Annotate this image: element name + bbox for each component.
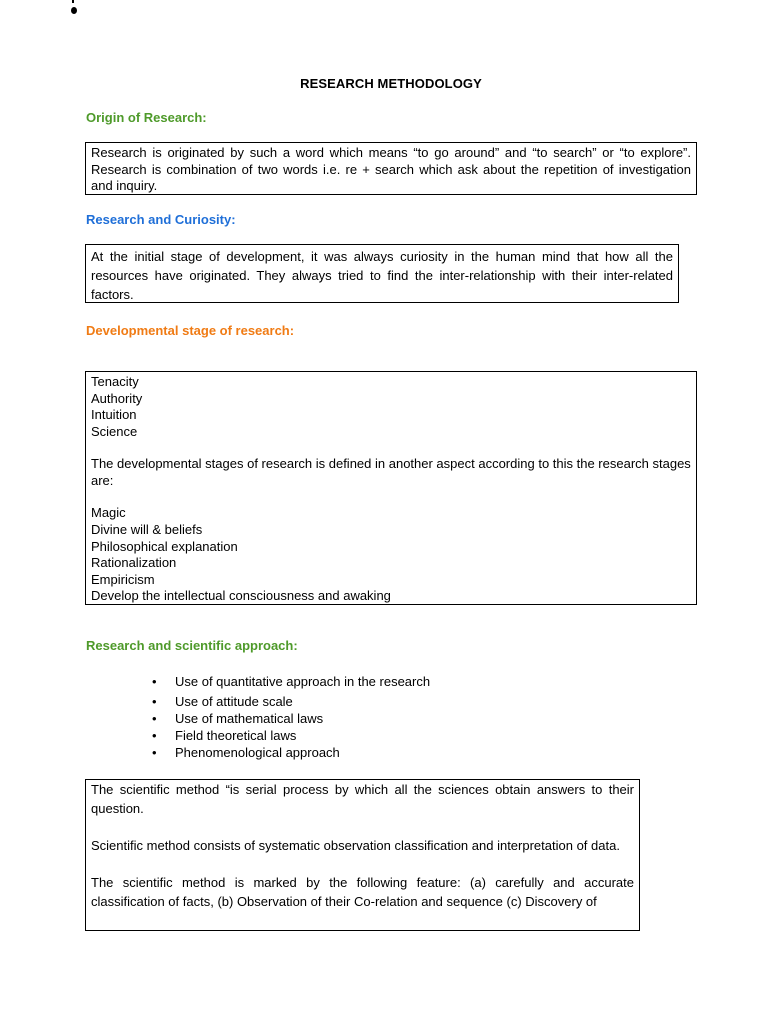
- list-item-text: Use of attitude scale: [175, 694, 293, 709]
- developmental-paragraph: The developmental stages of research is defined in another aspect according to this the research stages are:: [91, 456, 691, 489]
- stage-item: Science: [91, 423, 138, 439]
- scientific-method-paragraph: Scientific method consists of systematic observation classification and interpretation of data.: [91, 838, 620, 853]
- spacer: [91, 489, 691, 505]
- curiosity-text-box: [85, 244, 679, 303]
- stage-alt-item: Divine will & beliefs: [91, 521, 203, 537]
- stage-alt-item: Philosophical explanation: [91, 538, 238, 554]
- bullet-icon: •: [152, 728, 157, 743]
- stage-alt-item: Magic: [91, 505, 126, 521]
- stage-item: Intuition: [91, 407, 137, 423]
- scientific-approach-list: [150, 673, 430, 761]
- stage-item: Tenacity: [91, 374, 139, 389]
- stage-item: Authority: [91, 390, 143, 406]
- developmental-text-box: [85, 371, 697, 605]
- bullet-icon: •: [152, 694, 157, 709]
- stage-alt-item: Develop the intellectual consciousness and awaking: [91, 588, 391, 604]
- list-item: [150, 744, 430, 761]
- list-item-text: Use of mathematical laws: [175, 711, 324, 726]
- list-item-text: Field theoretical laws: [175, 728, 297, 743]
- bullet-icon: •: [152, 711, 157, 726]
- corner-dot-large: [71, 7, 77, 14]
- origin-paragraph: Research is originated by such a word which means “to go around” and “to search” or “to explore”. Research is combination of two words i.e. re + search which ask about the repetition of investigation and inquiry.: [91, 145, 691, 194]
- heading-scientific-approach: Research and scientific approach:: [86, 638, 298, 653]
- scientific-method-box: [85, 779, 640, 931]
- stage-alt-item: Rationalization: [91, 555, 177, 571]
- bullet-icon: •: [152, 745, 157, 760]
- list-item: [150, 710, 430, 727]
- list-item: [150, 673, 430, 693]
- list-item: [150, 727, 430, 744]
- page-corner-mark: [71, 0, 77, 16]
- curiosity-paragraph: At the initial stage of development, it was always curiosity in the human mind that how all the resources have originated. They always tried to find the inter-relationship with their inter-related factors.: [91, 249, 673, 302]
- list-item-text: Phenomenological approach: [175, 745, 340, 760]
- spacer: [91, 855, 634, 873]
- scientific-method-paragraph: The scientific method “is serial process by which all the sciences obtain answers to their question.: [91, 782, 634, 816]
- list-item: [150, 693, 430, 710]
- heading-origin-of-research: Origin of Research:: [86, 110, 207, 125]
- heading-research-and-curiosity: Research and Curiosity:: [86, 212, 236, 227]
- heading-developmental-stage: Developmental stage of research:: [86, 323, 295, 338]
- scientific-method-paragraph: The scientific method is marked by the following feature: (a) carefully and accurate classification of facts, (b) Observation of their Co-relation and sequence (c) Discovery of: [91, 875, 634, 909]
- corner-dot-small: [72, 0, 74, 3]
- document-title: RESEARCH METHODOLOGY: [300, 76, 482, 91]
- origin-text-box: [85, 142, 697, 195]
- spacer: [91, 818, 634, 836]
- spacer: [91, 440, 691, 455]
- bullet-icon: •: [152, 674, 157, 689]
- list-item-text: Use of quantitative approach in the research: [175, 674, 431, 689]
- stage-alt-item: Empiricism: [91, 571, 155, 587]
